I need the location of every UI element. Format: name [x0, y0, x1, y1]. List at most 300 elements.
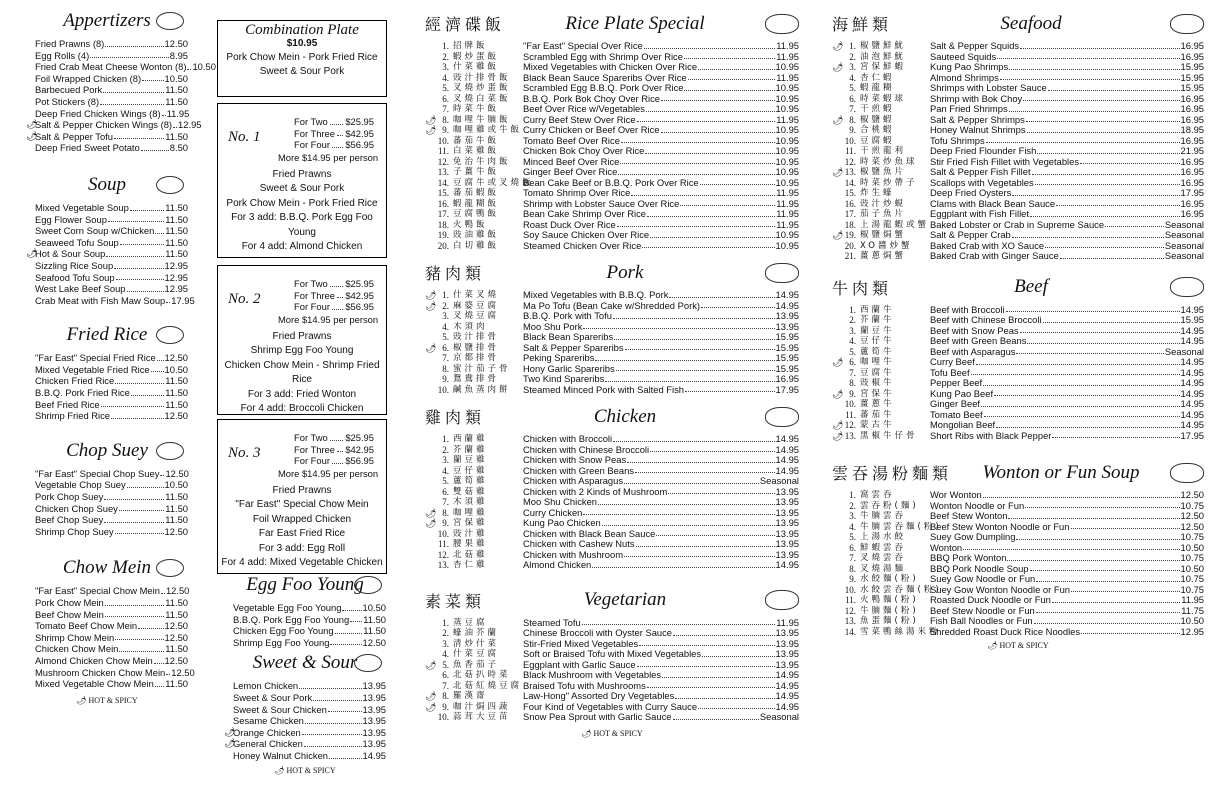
menu-item-number: 2.: [849, 500, 856, 511]
section-title-english: Beef: [1014, 276, 1048, 297]
dot-leader: [155, 233, 164, 234]
menu-item-name: West Lake Beef Soup: [35, 283, 126, 295]
menu-item-chinese-name: 豉汁排骨: [453, 332, 500, 342]
menu-item-number: 1.: [849, 304, 856, 315]
menu-item-price: 11.50: [165, 248, 188, 260]
menu-item-number: 5.: [442, 332, 449, 342]
dot-leader: [618, 174, 774, 175]
menu-item-number: 16.: [437, 198, 449, 209]
hot-spicy-legend: 🌶 HOT & SPICY: [274, 765, 336, 775]
menu-item-chinese-name: 蘭豆雞: [453, 455, 488, 465]
menu-item-number: 10.: [844, 584, 856, 595]
dot-leader: [162, 115, 166, 116]
menu-item-name: Mixed Vegetables with Chicken Over Rice: [523, 61, 698, 72]
menu-item-name: Sweet Corn Soup w/Chicken: [35, 225, 155, 237]
dot-leader: [1008, 518, 1179, 519]
menu-item-price: 10.50: [164, 363, 188, 375]
menu-item-number: 6.: [849, 542, 856, 553]
dot-leader: [616, 370, 775, 371]
dot-leader: [647, 687, 775, 688]
menu-item-chinese-name: 西蘭牛: [860, 304, 895, 315]
tier-label: For Four: [294, 139, 330, 151]
menu-item-row: [832, 399, 1204, 410]
hot-spicy-pepper-icon: 🌶: [832, 420, 844, 430]
menu-item-row: [832, 389, 1204, 400]
dot-leader: [636, 546, 775, 547]
menu-item-name: Four Kind of Vegetables with Curry Sauce: [523, 700, 698, 712]
hot-spicy-pepper-icon: 🌶: [832, 357, 844, 367]
menu-item-price: 10.95: [775, 82, 799, 93]
menu-item-name: Bean Cake Shrimp Over Rice: [523, 208, 646, 219]
menu-item-price: 11.50: [165, 130, 188, 142]
menu-item-row: [832, 336, 1204, 347]
hot-spicy-pepper-icon: 🌶: [425, 114, 437, 125]
menu-item-name: Shrimp Egg Foo Young: [233, 636, 330, 648]
menu-item-row: [832, 94, 1204, 105]
menu-item-name: Wonton Noodle or Fun: [930, 499, 1025, 511]
menu-item-row: [832, 378, 1204, 389]
menu-item-row: [425, 188, 799, 199]
menu-item-number: 3.: [849, 62, 856, 72]
family-dinner-item: Pork Chow Mein - Pork Fried Rice: [226, 197, 378, 209]
menu-item-price: 14.95: [775, 679, 799, 691]
menu-item-name: Wonton: [930, 541, 963, 553]
dot-leader: [1036, 581, 1179, 582]
hot-spicy-pepper-icon: 🌶: [224, 738, 236, 749]
section-title-english: Chicken: [593, 405, 657, 427]
dot-leader: [116, 279, 164, 280]
menu-item-price: 10.95: [775, 155, 799, 167]
dot-leader: [639, 645, 774, 646]
dot-leader: [1032, 174, 1180, 175]
dot-leader: [328, 711, 362, 712]
menu-item-price: 11.50: [165, 213, 188, 225]
menu-item-price: 13.95: [775, 506, 799, 518]
menu-item-price: 10.95: [775, 134, 799, 146]
menu-item-chinese-name: 咖哩牛腩飯: [453, 114, 511, 125]
menu-item-name: Braised Tofu with Mushrooms: [523, 679, 646, 691]
menu-item-name: Shrimp Chop Suey: [35, 525, 114, 537]
menu-item-chinese-name: 水餃麵(粉): [860, 574, 919, 584]
menu-item-row: [26, 364, 188, 376]
menu-item-row: [26, 96, 188, 108]
menu-item-name: Baked Crab with XO Sauce: [930, 239, 1045, 251]
dish-illustration-icon: [156, 176, 184, 194]
dish-illustration-icon: [354, 654, 382, 672]
menu-item-price: 15.95: [775, 341, 799, 353]
menu-item-price: 11.95: [1181, 594, 1204, 605]
menu-item-price: 13.95: [775, 538, 799, 549]
menu-item-chinese-name: 薑蔥焗蟹: [860, 251, 907, 261]
dot-leader: [161, 593, 165, 594]
menu-item-row: [224, 680, 386, 692]
menu-item-price: 14.95: [1180, 377, 1204, 388]
menu-item-chinese-name: 水餃雲吞麵(粉): [860, 584, 942, 595]
menu-item-name: Mixed Vegetables with B.B.Q. Pork: [523, 289, 669, 300]
menu-item-price: 16.95: [1180, 134, 1204, 146]
menu-item-chinese-name: 油泡鮮魷: [860, 51, 907, 62]
menu-item-number: 6.: [849, 357, 856, 367]
menu-item-chinese-name: 蝦龍糊飯: [453, 198, 500, 209]
menu-item-price: 12.50: [164, 620, 188, 632]
menu-item-price: 14.95: [775, 464, 799, 476]
dot-leader: [1043, 322, 1180, 323]
menu-item-row: [425, 385, 799, 396]
dot-leader: [1056, 205, 1179, 206]
hot-spicy-pepper-icon: 🌶: [224, 726, 236, 737]
dot-leader: [1034, 623, 1180, 624]
dot-leader: [647, 216, 775, 217]
menu-item-number: 7.: [442, 497, 449, 507]
family-dinner-item: Foil Wrapped Chicken: [252, 513, 352, 525]
menu-item-row: [425, 518, 799, 529]
menu-item-row: [26, 131, 188, 143]
menu-item-price: 11.95: [776, 187, 799, 198]
menu-item-price: 15.95: [1180, 71, 1204, 83]
dot-leader: [1012, 237, 1164, 238]
menu-item-number: 5.: [849, 532, 856, 542]
menu-item-price: 10.75: [1180, 499, 1204, 511]
menu-item-number: 1.: [442, 41, 449, 51]
menu-item-name: Steamed Tofu: [523, 616, 581, 628]
menu-item-name: Law-Hong" Assorted Dry Vegetables: [523, 690, 675, 701]
menu-item-number: 13.: [437, 560, 449, 570]
menu-item-row: [832, 347, 1204, 358]
menu-item-price: 14.95: [1180, 408, 1204, 420]
menu-item-price: 13.95: [775, 485, 799, 497]
menu-item-name: Egg Rolls (4): [35, 49, 90, 61]
menu-item-row: [26, 514, 188, 526]
dot-leader: [101, 406, 165, 407]
menu-item-row: [832, 188, 1204, 199]
menu-item-name: Kung Pao Chicken: [523, 517, 601, 528]
dot-leader: [1026, 121, 1180, 122]
menu-item-price: 10.95: [775, 103, 799, 114]
family-dinner-items: [218, 484, 386, 571]
dot-leader: [106, 256, 164, 257]
menu-item-row: [425, 343, 799, 354]
menu-item-row: [425, 539, 799, 550]
menu-item-price: 10.95: [775, 61, 799, 72]
family-dinner-box: [217, 265, 387, 415]
menu-item-number: 8.: [442, 691, 449, 701]
menu-item-price: 11.50: [165, 225, 188, 237]
hot-spicy-label: HOT & SPICY: [286, 765, 336, 775]
menu-item-price: 12.50: [164, 631, 188, 643]
menu-item-chinese-name: 咖哩雞: [453, 507, 488, 518]
menu-item-name: Black Bean Sauce Spareribs Over Rice: [523, 71, 687, 83]
menu-item-name: Curry Chicken or Beef Over Rice: [523, 124, 660, 135]
menu-item-number: 8.: [849, 563, 856, 574]
menu-item-name: Deep Fried Sweet Potato: [35, 142, 140, 154]
dot-leader: [115, 383, 164, 384]
price-tier-row: [294, 139, 374, 151]
price-tier-list: [294, 116, 386, 151]
menu-item-number: 18.: [437, 219, 449, 230]
menu-item-price: 11.50: [165, 491, 188, 503]
dot-leader: [330, 278, 344, 287]
menu-item-row: [832, 410, 1204, 421]
menu-item-number: 8.: [442, 114, 449, 125]
dot-leader: [644, 48, 776, 49]
section-title-chinese: 經濟碟飯: [425, 15, 506, 34]
menu-item-row: [832, 104, 1204, 115]
menu-item-price: 16.95: [1180, 155, 1204, 167]
price-tier-list: [294, 278, 386, 313]
menu-item-name: "Far East" Special Over Rice: [523, 40, 643, 51]
menu-item-row: [425, 41, 799, 52]
dot-leader: [160, 475, 164, 476]
menu-item-chinese-name: 蝦炒蛋飯: [453, 51, 500, 62]
menu-item-price: 12.95: [178, 119, 202, 131]
menu-item-number: 18.: [844, 219, 856, 230]
menu-item-price: 11.50: [165, 201, 188, 213]
dot-leader: [1035, 184, 1180, 185]
menu-item-number: 17.: [844, 209, 856, 219]
dot-leader: [1052, 437, 1179, 438]
dot-leader: [680, 205, 775, 206]
menu-item-number: 3.: [442, 311, 449, 321]
menu-item-row: [224, 738, 386, 750]
menu-item-name: Chicken Fried Rice: [35, 375, 115, 387]
family-dinner-item: Chicken Chow Mein - Shrimp Fried Rice: [224, 359, 380, 386]
family-dinner-box: [217, 419, 387, 574]
menu-item-row: [26, 620, 188, 632]
menu-item-price: 11.95: [776, 113, 799, 125]
menu-item-row: [26, 84, 188, 96]
dot-leader: [1006, 311, 1180, 312]
menu-item-row: [425, 508, 799, 519]
dot-leader: [650, 237, 774, 238]
menu-item-number: 10.: [437, 712, 449, 722]
menu-item-chinese-name: 薑蔥牛: [860, 399, 895, 409]
family-dinner-item: Fried Prawns: [272, 168, 332, 180]
dot-leader: [173, 127, 177, 128]
dot-leader: [342, 610, 361, 611]
menu-column-right: [832, 12, 1204, 650]
menu-item-price: 16.95: [1180, 103, 1204, 114]
dot-leader: [656, 535, 774, 536]
dot-leader: [602, 525, 775, 526]
menu-item-row: [425, 241, 799, 252]
menu-item-number: 3.: [442, 455, 449, 465]
section-title-english: Pork: [606, 261, 644, 283]
menu-item-chinese-name: 清炒什菜: [453, 638, 500, 649]
menu-item-row: [224, 602, 386, 614]
menu-item-name: Chicken with Chinese Broccoli: [523, 443, 650, 455]
menu-item-name: Beef with Green Beans: [930, 335, 1027, 346]
menu-item-name: Tofu Beef: [930, 366, 970, 378]
section-title-english: Wonton or Fun Soup: [982, 461, 1140, 483]
dish-illustration-icon: [1170, 14, 1204, 34]
dot-leader: [635, 472, 775, 473]
menu-item-row: [832, 146, 1204, 157]
menu-item-name: Sweet & Sour Chicken: [233, 703, 327, 715]
tier-label: For Two: [294, 116, 328, 127]
menu-item-chinese-name: 蘆筍牛: [860, 346, 895, 357]
menu-item-name: Fish Ball Noodles or Fun: [930, 615, 1033, 626]
dot-leader: [668, 493, 774, 494]
menu-item-number: 11.: [845, 146, 856, 156]
menu-item-price: 15.95: [775, 362, 799, 374]
dot-leader: [994, 395, 1179, 396]
menu-item-number: 12.: [844, 156, 856, 167]
menu-item-number: 1.: [849, 490, 856, 500]
menu-item-name: "Far East" Special Chow Mein: [35, 585, 160, 597]
dot-leader: [1025, 507, 1179, 508]
menu-item-price: 10.50: [1180, 615, 1204, 626]
dot-leader: [627, 462, 774, 463]
dot-leader: [662, 677, 774, 678]
combination-plate-line: Pork Chow Mein - Pork Fried Rice: [226, 52, 378, 63]
menu-item-row: [26, 248, 188, 260]
menu-item-number: 13.: [844, 616, 856, 626]
dot-leader: [582, 624, 776, 625]
menu-item-price: 11.95: [776, 208, 799, 219]
menu-item-number: 1.: [442, 434, 449, 444]
dot-leader: [1009, 111, 1180, 112]
menu-item-price: Seasonal: [1164, 229, 1204, 240]
menu-item-number: 13.: [844, 167, 856, 177]
menu-item-chinese-name: 蘭豆牛: [860, 325, 895, 336]
dot-leader: [621, 142, 775, 143]
dot-leader: [637, 666, 775, 667]
menu-item-price: 16.95: [1180, 113, 1204, 125]
menu-item-price: Seasonal: [759, 711, 799, 722]
hot-spicy-pepper-icon: 🌶: [425, 659, 437, 670]
dot-leader: [332, 301, 343, 310]
menu-item-chinese-name: 合桃蝦: [860, 125, 895, 135]
dot-leader: [1027, 343, 1179, 344]
menu-item-chinese-name: 蒙古牛: [860, 420, 895, 430]
menu-item-chinese-name: 豆仔牛: [860, 336, 895, 346]
menu-item-name: Sweet & Sour Pork: [233, 691, 313, 703]
menu-item-name: Salt & Pepper Spareribs: [523, 341, 624, 353]
tier-label: For Two: [294, 278, 328, 289]
menu-item-name: B.B.Q. Pork Fried Rice: [35, 387, 130, 399]
menu-item-price: 11.95: [166, 107, 190, 119]
hot-spicy-pepper-icon: 🌶: [425, 518, 437, 528]
section-title-english: Vegetarian: [583, 589, 667, 610]
hot-spicy-pepper-icon: 🌶: [425, 300, 437, 311]
menu-item-row: [832, 220, 1204, 231]
menu-item-price: 10.50: [362, 602, 386, 613]
menu-item-chinese-name: 京都排骨: [453, 353, 500, 363]
menu-item-number: 7.: [442, 353, 449, 363]
dot-leader: [299, 688, 361, 689]
menu-item-chinese-name: 叉燒白菜飯: [453, 93, 511, 104]
menu-item-price: 14.95: [775, 669, 799, 680]
dot-leader: [669, 297, 774, 298]
menu-item-name: Suey Gow Noodle or Fun: [930, 573, 1036, 584]
menu-item-price: 11.50: [165, 643, 188, 655]
menu-item-chinese-name: 豉汁排骨飯: [453, 72, 511, 83]
dot-leader: [155, 686, 164, 687]
menu-item-number: 12.: [844, 605, 856, 616]
menu-item-number: 6.: [442, 670, 449, 680]
menu-item-row: [832, 125, 1204, 136]
tier-label: For Three: [294, 443, 335, 455]
menu-item-chinese-name: 魚蛋麵(粉): [860, 616, 919, 626]
dot-leader: [614, 339, 774, 340]
section-title-chinese: 牛肉類: [832, 278, 893, 298]
dot-leader: [983, 497, 1180, 498]
menu-item-number: 12.: [437, 549, 449, 560]
menu-item-row: [224, 692, 386, 704]
section-title: [224, 574, 386, 596]
menu-item-price: 11.50: [165, 608, 188, 620]
menu-item-row: [26, 655, 188, 667]
menu-item-name: Tofu Shrimps: [930, 134, 985, 146]
menu-item-name: Sauteed Squids: [930, 50, 997, 62]
menu-item-number: 7.: [849, 367, 856, 378]
menu-item-name: Ginger Beef Over Rice: [523, 166, 618, 177]
menu-item-number: 12.: [844, 420, 856, 430]
menu-item-price: 13.95: [775, 310, 799, 321]
menu-item-name: Vegetable Chop Suey: [35, 479, 126, 491]
menu-item-row: [425, 476, 799, 487]
family-dinner-item: For 3 add: Fried Wonton: [247, 388, 357, 400]
dot-leader: [1105, 226, 1164, 227]
menu-item-price: 14.95: [1180, 356, 1204, 367]
menu-item-name: "Far East" Special Fried Rice: [35, 352, 156, 364]
menu-item-price: 16.95: [1180, 166, 1204, 177]
menu-item-chinese-name: 火鴨麵(粉): [860, 595, 919, 605]
menu-item-name: Baked Crab with Ginger Sauce: [930, 250, 1059, 261]
menu-item-name: Salt & Pepper Crab: [930, 229, 1011, 240]
dot-leader: [624, 483, 759, 484]
menu-item-price: 12.50: [171, 666, 195, 678]
menu-item-chinese-name: 北菇雞: [453, 549, 488, 560]
dot-leader: [595, 360, 774, 361]
dot-leader: [583, 328, 774, 329]
dot-leader: [138, 628, 163, 629]
combination-plate-price: $10.95: [286, 38, 318, 49]
menu-item-number: 5.: [442, 659, 449, 670]
menu-item-name: Curry Chicken: [523, 506, 583, 518]
menu-item-number: 6.: [442, 342, 449, 353]
dot-leader: [1071, 591, 1180, 592]
menu-item-chinese-name: 豆仔雞: [453, 465, 488, 476]
menu-item-chinese-name: 白菜雞飯: [453, 146, 500, 156]
menu-item-name: Suey Gow Dumpling: [930, 531, 1016, 542]
menu-item-name: Beef with Chinese Broccoli: [930, 314, 1042, 325]
menu-item-chinese-name: 椒鹽焗蟹: [860, 230, 907, 240]
menu-item-row: [26, 214, 188, 226]
menu-item-number: 5.: [442, 83, 449, 93]
menu-item-row: [832, 230, 1204, 241]
menu-item-name: Fried Crab Meat Cheese Wonton (8): [35, 61, 187, 73]
dot-leader: [1048, 90, 1180, 91]
menu-item-row: [425, 353, 799, 364]
menu-item-name: Shrimps with Lobster Sauce: [930, 82, 1047, 93]
menu-item-number: 7.: [442, 680, 449, 691]
menu-item-name: Moo Shu Chicken: [523, 496, 597, 507]
dot-leader: [1030, 216, 1180, 217]
dot-leader: [1016, 539, 1179, 540]
dish-illustration-icon: [765, 263, 799, 283]
hot-spicy-pepper-icon: 🌶: [832, 230, 844, 240]
dot-leader: [1027, 132, 1180, 133]
menu-item-row: [26, 50, 188, 62]
menu-item-chinese-name: 杏仁蝦: [860, 72, 895, 83]
dot-leader: [613, 318, 775, 319]
menu-item-name: Salt & Pepper Chicken Wings (8): [35, 119, 173, 131]
section-title-text: Chow Mein: [62, 557, 152, 579]
menu-item-name: Steamed Minced Pork with Salted Fish: [523, 383, 685, 395]
menu-item-number: 9.: [849, 574, 856, 584]
menu-item-row: [26, 609, 188, 621]
